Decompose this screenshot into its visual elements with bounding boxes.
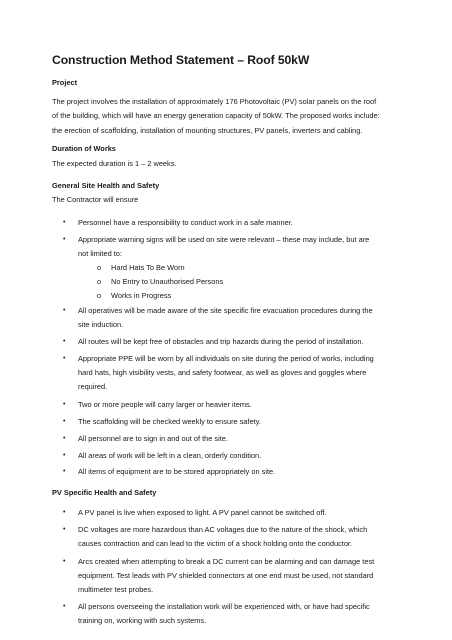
bullet-icon: • [63, 236, 66, 243]
list-item: Two or more people will carry larger or heavier items. [78, 400, 252, 409]
list-item-continuation: equipment. Test leads with PV shielded connectors at one end must be used, not standard [78, 571, 374, 580]
list-item: The scaffolding will be checked weekly to ensure safety. [78, 417, 261, 426]
bullet-icon: • [63, 452, 66, 459]
sub-bullet-icon: o [97, 291, 102, 300]
bullet-icon: • [63, 558, 66, 565]
bullet-icon: • [63, 603, 66, 610]
bullet-icon: • [63, 401, 66, 408]
list-item-continuation: required. [78, 382, 108, 391]
bullet-icon: • [63, 338, 66, 345]
sub-bullet-icon: o [97, 277, 102, 286]
bullet-icon: • [63, 307, 66, 314]
bullet-icon: • [63, 355, 66, 362]
list-item: A PV panel is live when exposed to light. A PV panel cannot be switched off. [78, 508, 327, 517]
list-item: Arcs created when attempting to break a DC current can be alarming and can damage test [78, 557, 375, 566]
bullet-icon: • [63, 509, 66, 516]
list-item: Personnel have a responsibility to conduct work in a safe manner. [78, 218, 293, 227]
list-item: All operatives will be made aware of the site specific fire evacuation procedures during the [78, 306, 373, 315]
section-heading-duration: Duration of Works [52, 144, 116, 153]
list-item-continuation: training on, working with such systems. [78, 616, 207, 625]
list-item: All items of equipment are to be stored appropriately on site. [78, 467, 276, 476]
paragraph-line: the erection of scaffolding, installation of mounting structures, PV panels, inverters and cabling. [52, 126, 363, 135]
list-item: All persons overseeing the installation work will be experienced with, or have had specific [78, 602, 370, 611]
list-item-continuation: multimeter test probes. [78, 585, 154, 594]
paragraph-line: The expected duration is 1 – 2 weeks. [52, 159, 177, 168]
bullet-icon: • [63, 418, 66, 425]
paragraph-line: of the building, which will have an energy generation capacity of 50kW. The proposed works include: [52, 111, 380, 120]
document-title: Construction Method Statement – Roof 50kW [52, 53, 310, 67]
bullet-icon: • [63, 526, 66, 533]
list-item-continuation: site induction. [78, 320, 124, 329]
paragraph-line: The Contractor will ensure [52, 195, 139, 204]
list-item: All areas of work will be left in a clean, orderly condition. [78, 451, 262, 460]
list-item: Appropriate PPE will be worn by all individuals on site during the period of works, including [78, 354, 374, 363]
list-item: All routes will be kept free of obstacles and trip hazards during the period of installation. [78, 337, 364, 346]
section-heading-project: Project [52, 78, 78, 87]
bullet-icon: • [63, 219, 66, 226]
list-item-continuation: hard hats, high visibility vests, and safety footwear, as well as gloves and goggles where [78, 368, 367, 377]
section-heading-general-safety: General Site Health and Safety [52, 181, 160, 190]
section-heading-pv-safety: PV Specific Health and Safety [52, 488, 157, 497]
list-item: DC voltages are more hazardous than AC voltages due to the nature of the shock, which [78, 525, 368, 534]
list-item-continuation: causes contraction and can lead to the victim of a shock holding onto the conductor. [78, 539, 353, 548]
list-item-continuation: not limited to: [78, 249, 122, 258]
bullet-icon: • [63, 468, 66, 475]
list-item: Appropriate warning signs will be used on site were relevant – these may include, but are [78, 235, 370, 244]
sub-bullet-icon: o [97, 263, 102, 272]
sub-list-item: No Entry to Unauthorised Persons [111, 277, 224, 286]
bullet-icon: • [63, 435, 66, 442]
sub-list-item: Hard Hats To Be Worn [111, 263, 185, 272]
paragraph-line: The project involves the installation of approximately 176 Photovoltaic (PV) solar panels on the roof [52, 97, 377, 106]
sub-list-item: Works in Progress [111, 291, 172, 300]
list-item: All personnel are to sign in and out of the site. [78, 434, 228, 443]
